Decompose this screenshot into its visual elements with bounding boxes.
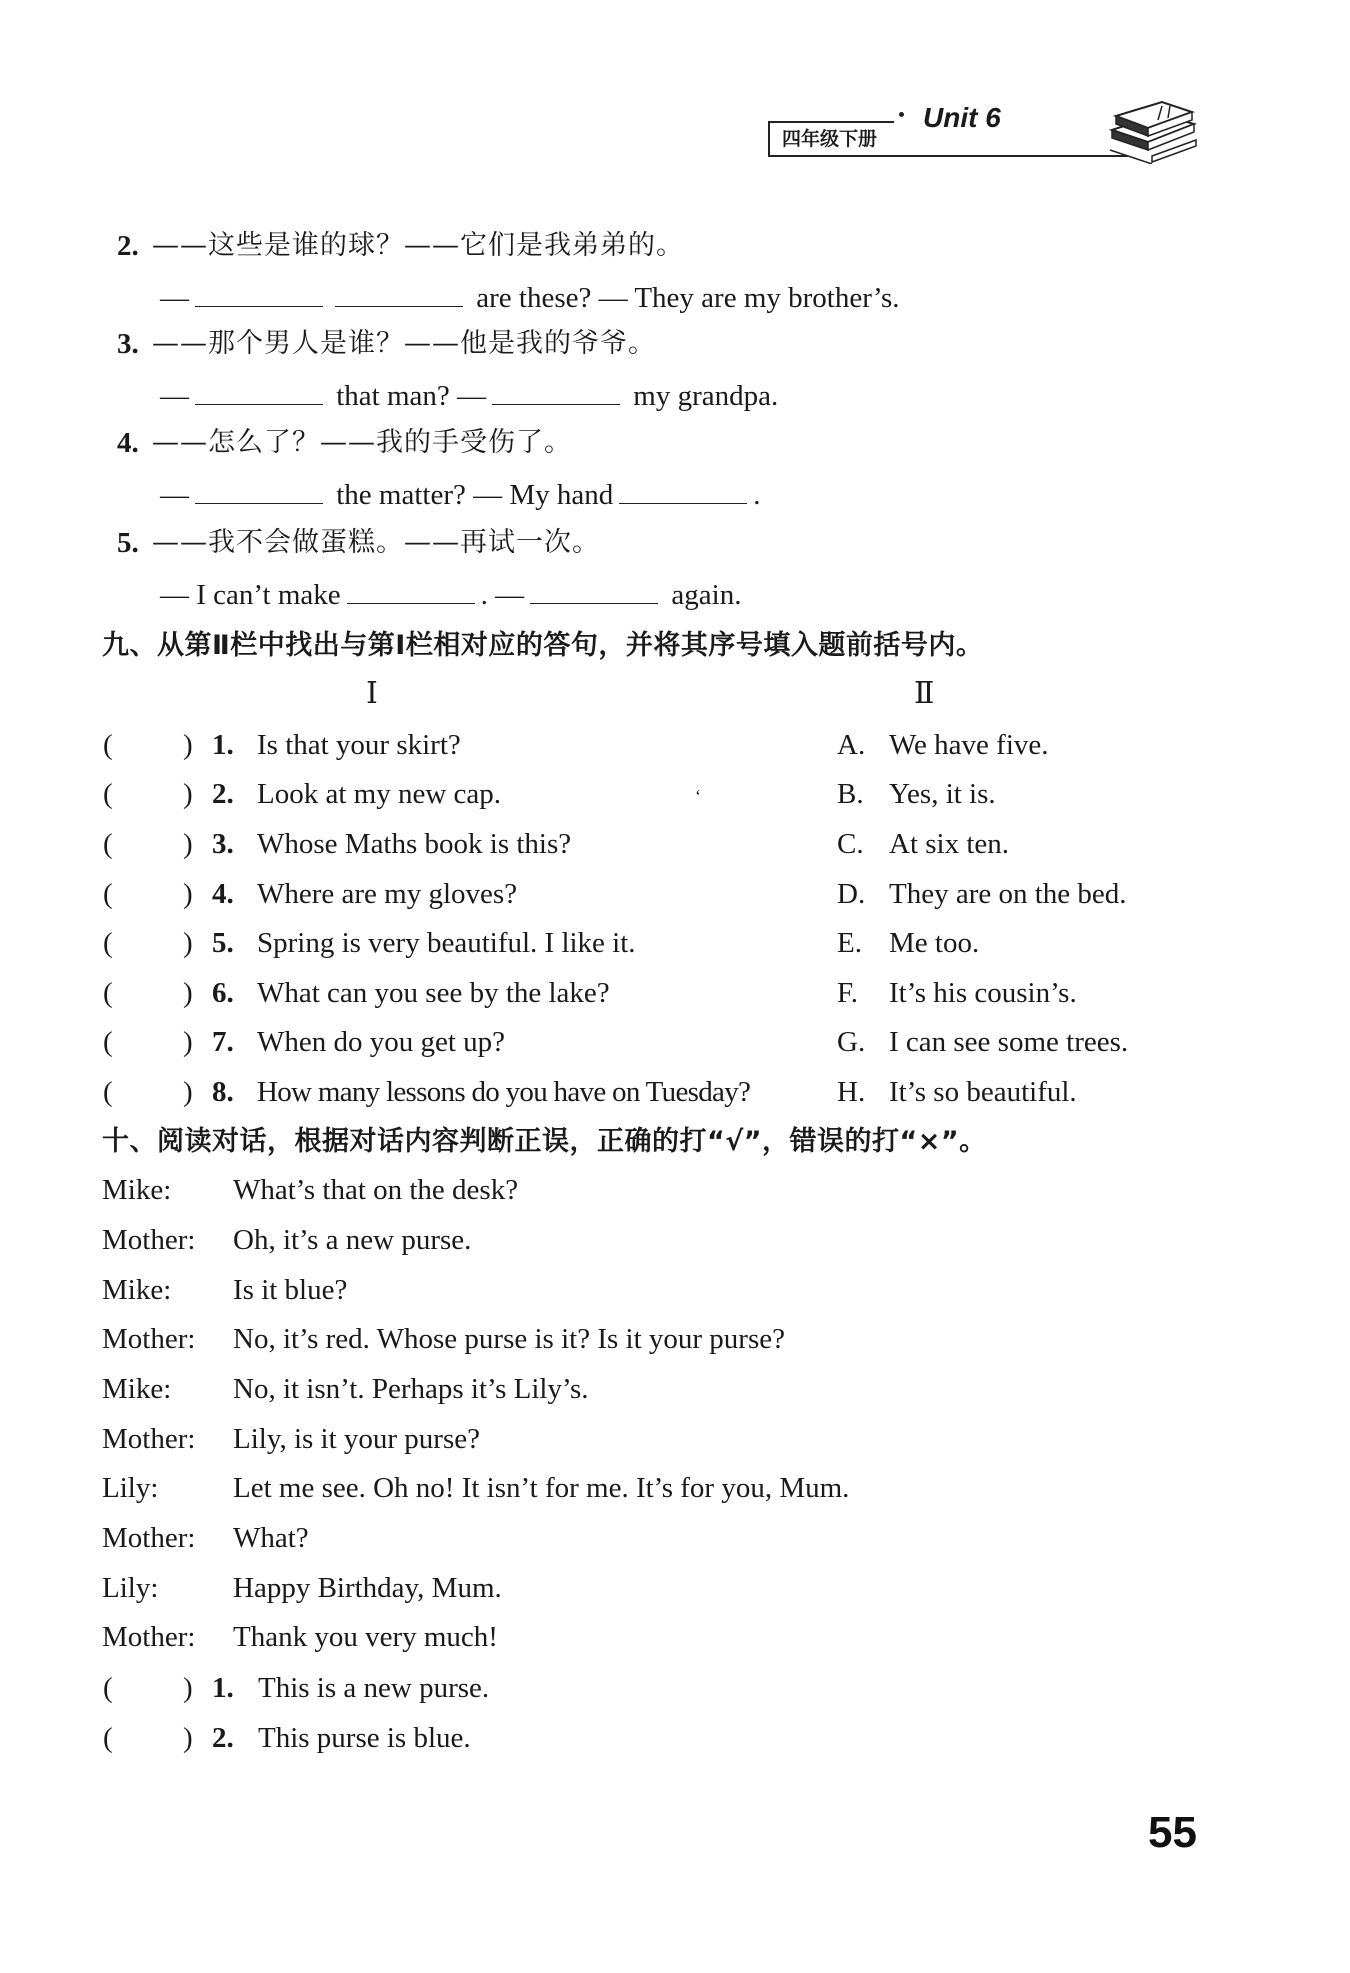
dialogue-line: What’s that on the desk? xyxy=(233,1174,519,1206)
speaker-label: Mike: xyxy=(102,1274,172,1306)
question-number: 6. xyxy=(212,977,234,1009)
speaker-label: Mike: xyxy=(102,1373,172,1405)
header-rule xyxy=(768,155,1128,157)
blank-field[interactable] xyxy=(195,481,323,504)
answer-text: again. xyxy=(671,579,742,611)
stray-mark: ‘ xyxy=(695,786,701,806)
question-text: Whose Maths book is this? xyxy=(257,828,572,860)
dialogue-line: No, it’s red. Whose purse is it? Is it your purse? xyxy=(233,1323,785,1355)
answer-text: my grandpa. xyxy=(633,380,779,412)
answer-bracket-open: ( xyxy=(103,778,113,810)
question-text: Is that your skirt? xyxy=(257,729,461,761)
answer-bracket-close: ) xyxy=(183,729,193,761)
answer-letter: F. xyxy=(837,977,859,1009)
dialogue-line: What? xyxy=(233,1522,309,1554)
question-number: 5. xyxy=(212,927,234,959)
chinese-prompt: ——这些是谁的球？——它们是我弟弟的。 xyxy=(152,230,684,261)
answer-bracket-open: ( xyxy=(103,878,113,910)
chinese-prompt: ——怎么了？——我的手受伤了。 xyxy=(152,427,572,458)
speaker-label: Mother: xyxy=(102,1224,196,1256)
answer-bracket-close: ) xyxy=(183,1672,193,1704)
blank-field[interactable] xyxy=(195,284,323,307)
answer-text: I can see some trees. xyxy=(889,1026,1129,1058)
dialogue-line: Oh, it’s a new purse. xyxy=(233,1224,472,1256)
speaker-label: Lily: xyxy=(102,1572,159,1604)
grade-label: 四年级下册 xyxy=(768,121,894,156)
blank-field[interactable] xyxy=(492,382,620,405)
item-number: 2. xyxy=(117,230,139,262)
section-title: 九、从第Ⅱ栏中找出与第Ⅰ栏相对应的答句，并将其序号填入题前括号内。 xyxy=(102,630,984,661)
chinese-prompt: ——那个男人是谁？——他是我的爷爷。 xyxy=(152,328,656,359)
answer-bracket-open: ( xyxy=(103,1722,113,1754)
answer-bracket-open: ( xyxy=(103,1672,113,1704)
unit-label: Unit 6 xyxy=(923,102,1001,133)
answer-letter: D. xyxy=(837,878,866,910)
answer-text: At six ten. xyxy=(889,828,1010,860)
answer-text: . — xyxy=(480,579,525,611)
answer-bracket-close: ) xyxy=(183,778,193,810)
dialogue-line: Let me see. Oh no! It isn’t for me. It’s for you, Mum. xyxy=(233,1472,850,1504)
page-number: 55 xyxy=(1148,1808,1197,1857)
dialogue-line: Happy Birthday, Mum. xyxy=(233,1572,502,1604)
judgment-text: This is a new purse. xyxy=(258,1672,490,1704)
question-number: 1. xyxy=(212,729,234,761)
answer-line xyxy=(160,378,778,414)
answer-text: that man? — xyxy=(336,380,487,412)
answer-letter: H. xyxy=(837,1076,866,1108)
answer-bracket-close: ) xyxy=(183,878,193,910)
speaker-label: Mother: xyxy=(102,1621,196,1653)
question-text: Look at my new cap. xyxy=(257,778,502,810)
question-number: 2. xyxy=(212,778,234,810)
column-heading: Ⅱ xyxy=(914,676,935,711)
item-number: 5. xyxy=(117,527,139,559)
answer-bracket-close: ) xyxy=(183,927,193,959)
answer-letter: C. xyxy=(837,828,864,860)
question-number: 3. xyxy=(212,828,234,860)
dash: — xyxy=(160,479,189,511)
answer-text: They are on the bed. xyxy=(889,878,1127,910)
answer-bracket-open: ( xyxy=(103,729,113,761)
answer-letter: E. xyxy=(837,927,862,959)
dialogue-line: Thank you very much! xyxy=(233,1621,498,1653)
speaker-label: Mother: xyxy=(102,1423,196,1455)
judgment-number: 2. xyxy=(212,1722,234,1754)
blank-field[interactable] xyxy=(619,481,747,504)
question-text: How many lessons do you have on Tuesday? xyxy=(257,1076,751,1108)
header-dot xyxy=(899,112,904,117)
question-text: What can you see by the lake? xyxy=(257,977,610,1009)
answer-text: are these? — They are my brother’s. xyxy=(476,282,900,314)
answer-line xyxy=(160,577,741,613)
answer-text: — I can’t make xyxy=(160,579,341,611)
dialogue-line: No, it isn’t. Perhaps it’s Lily’s. xyxy=(233,1373,589,1405)
dialogue-line: Is it blue? xyxy=(233,1274,348,1306)
answer-bracket-open: ( xyxy=(103,828,113,860)
answer-text: Yes, it is. xyxy=(889,778,996,810)
question-number: 4. xyxy=(212,878,234,910)
judgment-text: This purse is blue. xyxy=(258,1722,471,1754)
question-number: 7. xyxy=(212,1026,234,1058)
books-icon xyxy=(1108,100,1198,164)
answer-bracket-close: ) xyxy=(183,1076,193,1108)
section-title: 十、阅读对话，根据对话内容判断正误，正确的打“√”，错误的打“×”。 xyxy=(102,1126,987,1157)
page-header xyxy=(768,100,1188,162)
answer-text: Me too. xyxy=(889,927,980,959)
answer-bracket-open: ( xyxy=(103,977,113,1009)
blank-field[interactable] xyxy=(195,382,323,405)
dialogue-line: Lily, is it your purse? xyxy=(233,1423,480,1455)
speaker-label: Mother: xyxy=(102,1323,196,1355)
answer-bracket-close: ) xyxy=(183,1722,193,1754)
answer-text: We have five. xyxy=(889,729,1049,761)
answer-bracket-open: ( xyxy=(103,1026,113,1058)
answer-text: It’s his cousin’s. xyxy=(889,977,1077,1009)
answer-bracket-close: ) xyxy=(183,828,193,860)
answer-bracket-close: ) xyxy=(183,1026,193,1058)
answer-letter: B. xyxy=(837,778,864,810)
question-text: When do you get up? xyxy=(257,1026,506,1058)
answer-text: . xyxy=(753,479,761,511)
answer-bracket-open: ( xyxy=(103,1076,113,1108)
answer-line xyxy=(160,280,900,316)
column-heading: Ⅰ xyxy=(366,676,378,711)
answer-line xyxy=(160,477,761,513)
question-number: 8. xyxy=(212,1076,234,1108)
answer-letter: A. xyxy=(837,729,866,761)
blank-field[interactable] xyxy=(347,581,475,604)
blank-field[interactable] xyxy=(335,284,463,307)
speaker-label: Mother: xyxy=(102,1522,196,1554)
item-number: 3. xyxy=(117,328,139,360)
answer-letter: G. xyxy=(837,1026,866,1058)
item-number: 4. xyxy=(117,427,139,459)
question-text: Spring is very beautiful. I like it. xyxy=(257,927,636,959)
answer-text: the matter? — My hand xyxy=(336,479,614,511)
question-text: Where are my gloves? xyxy=(257,878,518,910)
speaker-label: Lily: xyxy=(102,1472,159,1504)
dash: — xyxy=(160,380,189,412)
chinese-prompt: ——我不会做蛋糕。——再试一次。 xyxy=(152,527,600,558)
answer-text: It’s so beautiful. xyxy=(889,1076,1077,1108)
speaker-label: Mike: xyxy=(102,1174,172,1206)
blank-field[interactable] xyxy=(530,581,658,604)
judgment-number: 1. xyxy=(212,1672,234,1704)
answer-bracket-open: ( xyxy=(103,927,113,959)
answer-bracket-close: ) xyxy=(183,977,193,1009)
dash: — xyxy=(160,282,189,314)
